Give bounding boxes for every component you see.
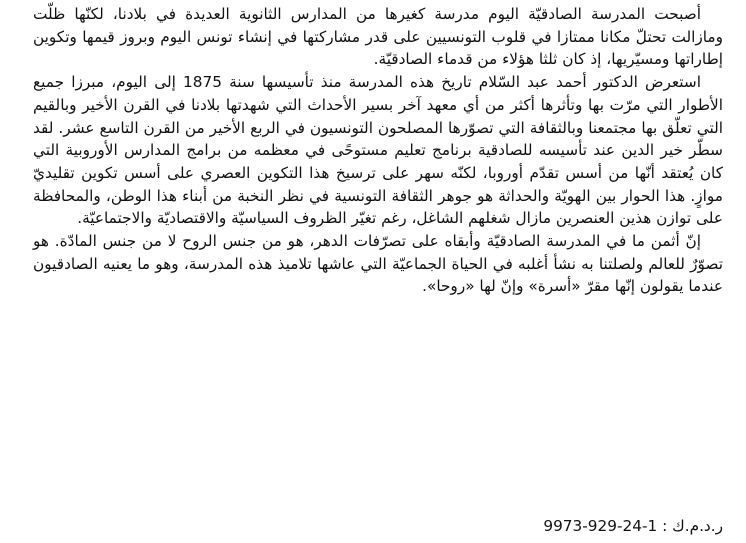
document-body — [33, 3, 723, 298]
isbn-label: ر.د.م.ك : — [662, 517, 723, 535]
isbn-line — [543, 516, 723, 536]
document-page — [33, 3, 723, 539]
paragraph-history-review: استعرض الدكتور أحمد عبد السّلام تاريخ هذه المدرسة منذ تأسيسها سنة 1875 إلى اليوم، مبرزا جميع الأطوار التي مرّت بها وتأثرها أكثر من أي معهد آخر بسير الأحداث التي شهدتها بلادنا في القرن الأخير وبالقيم التي تعلّق بها مجتمعنا وبالثقافة التي تصوّرها المصلحون التونسيون في الربع الأخير من القرن التاسع عشر. لقد سطّر خير الدين عند تأسيسه للصادقية برنامج تعليم مستوحًى في معظمه من برامج المدارس الأوروبية التي كان يُعتقد أنّها من أسس تقدّم أوروبا، لكنّه سهر على ترسيخ هذا التكوين العصري على أسس تكوين تقليديّ موازٍ. هذا الحوار بين الهويّة والحداثة هو جوهر الثقافة التونسية في نظر النخبة من أبناء هذا الوطن، والمحافظة على توازن هذين العنصرين مازال شغلهم الشاغل، رغم تغيّر الظروف السياسيّة والاقتصاديّة والاجتماعيّة. — [33, 73, 723, 228]
paragraph-school-spirit: إنّ أثمن ما في المدرسة الصادقيّة وأبقاه على تصرّفات الدهر، هو من جنس الروح لا من جنس المادّة. هو تصوّرٌ للعالم ولصلتنا به نشأ أغلبه في الحياة الجماعيّة التي عاشها تلاميذ هذه المدرسة، وهو ما يعنيه الصادقيون عندما يقولون إنّها مقرّ «أسرة» وإنّ لها «روحا». — [33, 232, 723, 296]
isbn-number: 9973-929-24-1 — [543, 517, 658, 535]
paragraph-sadiki-today: أصبحت المدرسة الصادقيّة اليوم مدرسة كغيرها من المدارس الثانوية العديدة في بلادنا، لكنّها ظلّت ومازالت تحتلّ مكانا ممتازا في قلوب التونسيين على قدر مشاركتها في إنشاء تونس اليوم وبروز قيمها وتكوين إطاراتها ومسيّريها، إذ كان ثلثا هؤلاء من قدماء الصادقيّة. — [33, 5, 723, 69]
